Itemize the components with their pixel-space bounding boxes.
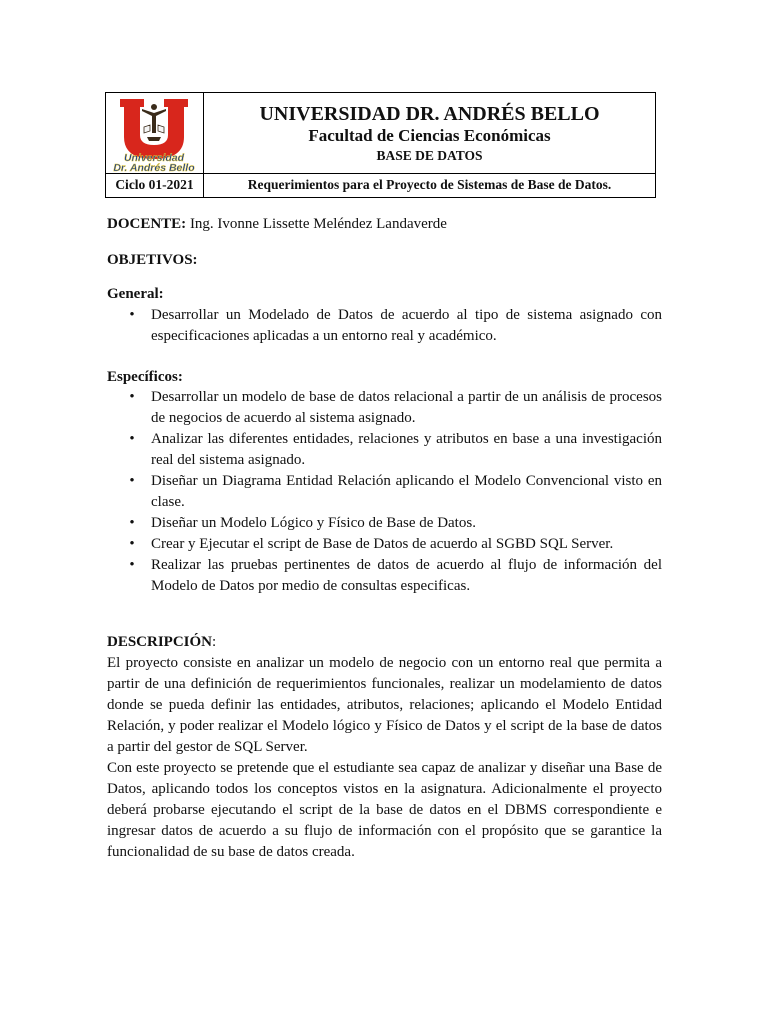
list-item [107, 513, 662, 534]
descripcion-heading-line [107, 632, 662, 653]
objetivos-heading: OBJETIVOS: [107, 252, 198, 268]
bullet-icon: • [129, 431, 135, 447]
especificos-list-container [107, 387, 662, 597]
docente-name: Ing. Ivonne Lissette Meléndez Landaverde [186, 216, 447, 232]
logo-text-line2: Dr. Andrés Bello [113, 162, 195, 173]
cycle-label: Ciclo 01-2021 [106, 173, 204, 197]
docente-line [107, 214, 662, 235]
university-name: UNIVERSIDAD DR. ANDRÉS BELLO [259, 103, 600, 125]
bullet-icon: • [129, 515, 135, 531]
list-item-text: Crear y Ejecutar el script de Base de Datos de acuerdo al SGBD SQL Server. [151, 536, 614, 552]
faculty-name: Facultad de Ciencias Económicas [308, 126, 551, 145]
subject-name: BASE DE DATOS [376, 148, 483, 163]
bullet-icon: • [129, 307, 135, 323]
list-item-text: Diseñar un Diagrama Entidad Relación aplicando el Modelo Convencional visto en clase. [151, 473, 662, 510]
list-item-text: Desarrollar un modelo de base de datos relacional a partir de un análisis de procesos de negocios de acuerdo al sistema asignado. [151, 389, 662, 426]
logo-text-line1: Universidad [123, 152, 185, 164]
especificos-heading: Específicos: [107, 369, 183, 385]
bullet-icon: • [129, 557, 135, 573]
docente-label: DOCENTE: [107, 216, 187, 232]
list-item-text: Analizar las diferentes entidades, relaciones y atributos en base a una investigación real del sistema asignado. [151, 431, 662, 468]
logo-cell [106, 93, 204, 173]
general-list [107, 305, 662, 347]
list-item-text: Desarrollar un Modelado de Datos de acuerdo al tipo de sistema asignado con especificaciones aplicadas a un entorno real y académico. [151, 307, 662, 344]
general-list-container [107, 305, 662, 347]
list-item [107, 305, 662, 347]
bullet-icon: • [129, 389, 135, 405]
descripcion-paragraph-2: Con este proyecto se pretende que el estudiante sea capaz de analizar y diseñar una Base de Datos, aplicando todos los conceptos vistos en la asignatura. Adicionalmente el proyecto deberá probarse ejecutando el script de la base de datos en el DBMS correspondiente e ingresar datos de acuerdo a su flujo de información con el propósito que se garantice la funcionalidad de su base de datos creada. [107, 760, 662, 860]
list-item [107, 387, 662, 429]
bullet-icon: • [129, 473, 135, 489]
list-item [107, 555, 662, 597]
general-heading: General: [107, 286, 164, 302]
bullet-icon: • [129, 536, 135, 552]
header-table [105, 92, 656, 198]
requirements-title: Requerimientos para el Proyecto de Sistemas de Base de Datos. [204, 173, 655, 197]
list-item [107, 534, 662, 555]
list-item [107, 429, 662, 471]
list-item [107, 471, 662, 513]
university-logo-icon [106, 93, 202, 173]
header-title-cell [204, 93, 655, 173]
list-item-text: Diseñar un Modelo Lógico y Físico de Base de Datos. [151, 515, 476, 531]
list-item-text: Realizar las pruebas pertinentes de datos de acuerdo al flujo de información del Modelo de Datos por medio de consultas especificas. [151, 557, 662, 594]
especificos-list [107, 387, 662, 597]
descripcion-heading: DESCRIPCIÓN [107, 634, 213, 650]
descripcion-colon: : [212, 634, 217, 650]
descripcion-paragraph-1: El proyecto consiste en analizar un modelo de negocio con un entorno real que permita a partir de una definición de requerimientos funcionales, realizar un modelamiento de datos donde se pueda definir las entidades, atributos, relaciones; aplicando el Modelo Entidad Relación, y poder realizar el Modelo lógico y Físico de Datos y el script de la base de datos a partir del gestor de SQL Server. [107, 655, 662, 755]
